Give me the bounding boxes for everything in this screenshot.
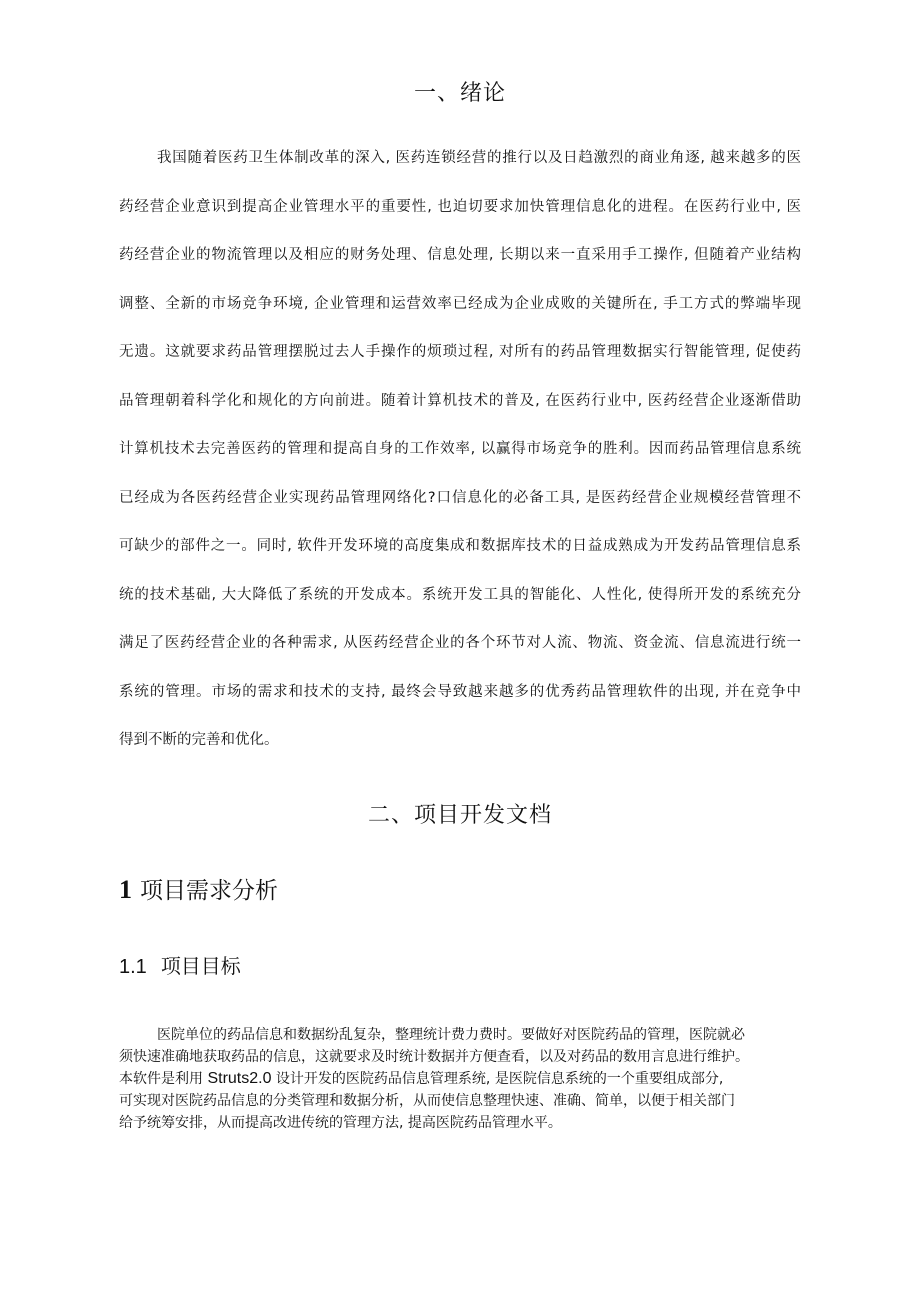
heading-number: 1 <box>119 875 132 904</box>
intro-line: 我国随着医药卫生体制改革的深入, 医药连锁经营的推行以及日趋激烈的商业角逐, 越来越多的医 <box>157 150 801 166</box>
goal-line: 须快速准确地获取药品的信息，这就要求及时统计数据并方便查看，以及对药品的数用言息进行维护。 <box>119 1049 749 1065</box>
intro-line: 品管理朝着科学化和规化的方向前进。随着计算机技术的普及, 在医药行业中, 医药经营企业逐渐借助 <box>119 393 801 409</box>
intro-line: 已经成为各医药经营企业实现药品管理网络化?口信息化的必备工具, 是医药经营企业规模经营管理不 <box>119 490 801 506</box>
heading-text: 项目需求分析 <box>140 878 278 904</box>
framework-name: Struts2.0 <box>207 1070 272 1087</box>
goal-line <box>119 1069 801 1089</box>
intro-line: 调整、全新的市场竞争环境, 企业管理和运营效率已经成为企业成败的关键所在, 手工方式的弊端毕现 <box>119 296 801 312</box>
goal-line: 给予统筹安排，从而提高改进传统的管理方法, 提高医院药品管理水平。 <box>119 1115 562 1131</box>
heading-text: 项目目标 <box>160 954 241 978</box>
intro-line: 得到不断的完善和优化。 <box>119 732 279 748</box>
goal-line: 医院单位的药品信息和数据纷乱复杂，整理统计费力费时。要做好对医院药品的管理，医院就必 <box>157 1027 745 1043</box>
intro-line: 满足了医药经营企业的各种需求, 从医药经营企业的各个环节对人流、物流、资金流、信息流进行统一 <box>119 635 801 651</box>
heading-requirements-analysis <box>119 872 278 905</box>
section-title-introduction: 一、绪论 <box>413 81 506 106</box>
intro-line: 可缺少的部件之一。同时, 软件开发环境的高度集成和数据库技术的日益成熟成为开发药品管理信息系 <box>119 538 801 554</box>
intro-line: 药经营企业的物流管理以及相应的财务处理、信息处理, 长期以来一直采用手工操作, 但随着产业结构 <box>119 247 801 263</box>
intro-line: 无遗。这就要求药品管理摆脱过去人手操作的烦琐过程, 对所有的药品管理数据实行智能管理, 促使药 <box>119 344 801 360</box>
heading-number: 1.1 <box>119 956 147 978</box>
heading-project-goal <box>119 950 241 979</box>
intro-line: 系统的管理。市场的需求和技术的支持, 最终会导致越来越多的优秀药品管理软件的出现, 并在竞争中 <box>119 684 801 700</box>
intro-line: 计算机技术去完善医药的管理和提高自身的工作效率, 以赢得市场竞争的胜利。因而药品管理信息系统 <box>119 441 801 457</box>
section-title-project-docs: 二、项目开发文档 <box>367 803 552 828</box>
intro-line: 统的技术基础, 大大降低了系统的开发成本。系统开发工具的智能化、人性化, 使得所开发的系统充分 <box>119 587 801 603</box>
intro-line: 药经营企业意识到提高企业管理水平的重要性, 也迫切要求加快管理信息化的进程。在医药行业中, 医 <box>119 199 801 215</box>
goal-text: 设计开发的医院药品信息管理系统, 是医院信息系统的一个重要组成部分, <box>271 1071 724 1087</box>
goal-line: 可实现对医院药品信息的分类管理和数据分析，从而使信息整理快速、准确、简单，以便于相关部门 <box>119 1093 735 1109</box>
goal-text: 本软件是利用 <box>119 1071 208 1087</box>
